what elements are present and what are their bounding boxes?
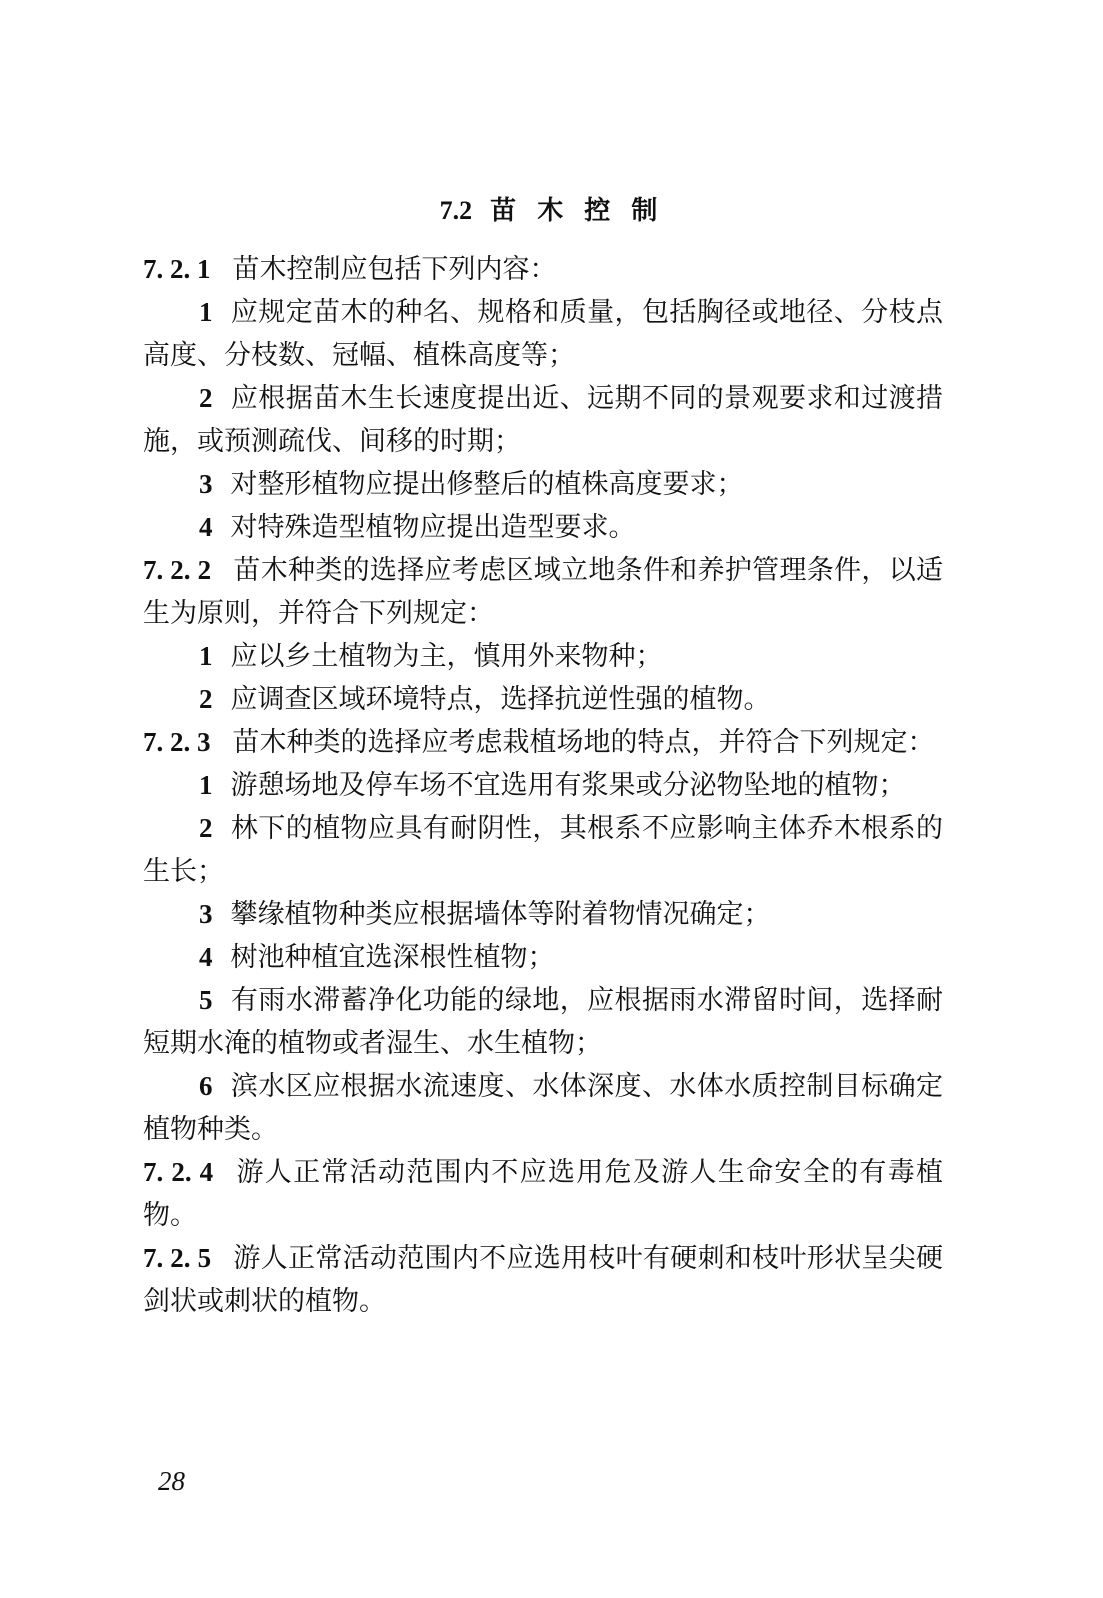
page-number: 28 [158, 1466, 185, 1496]
list-item [143, 1065, 943, 1151]
item-number: 2 [199, 813, 213, 843]
section-heading [0, 190, 1103, 227]
section-title-text: 苗 木 控 制 [490, 196, 664, 226]
list-item [143, 291, 943, 377]
clause-number: 7. 2. 4 [143, 1157, 214, 1187]
clause-number: 7. 2. 3 [143, 727, 211, 757]
list-item [143, 979, 943, 1065]
item-number: 4 [199, 942, 213, 972]
list-item [143, 764, 943, 807]
clause-7-2-5 [143, 1237, 943, 1323]
item-text: 应规定苗木的种名、规格和质量，包括胸径或地径、分枝点高度、分枝数、冠幅、植株高度等； [143, 297, 943, 371]
list-item [143, 807, 943, 893]
clause-7-2-2 [143, 549, 943, 635]
item-number: 3 [199, 469, 213, 499]
clause-text: 苗木种类的选择应考虑区域立地条件和养护管理条件，以适生为原则，并符合下列规定： [143, 555, 944, 629]
item-number: 4 [199, 512, 213, 542]
clause-number: 7. 2. 2 [143, 555, 212, 585]
item-text: 对特殊造型植物应提出造型要求。 [230, 512, 636, 543]
item-number: 2 [199, 684, 213, 714]
item-number: 1 [199, 770, 213, 800]
clause-text: 游人正常活动范围内不应选用枝叶有硬刺和枝叶形状呈尖硬剑状或刺状的植物。 [143, 1243, 944, 1317]
list-item [143, 893, 943, 936]
item-text: 滨水区应根据水流速度、水体深度、水体水质控制目标确定植物种类。 [143, 1071, 943, 1145]
document-body [143, 248, 943, 1323]
clause-number: 7. 2. 1 [143, 254, 211, 284]
item-number: 5 [199, 985, 213, 1015]
item-number: 6 [199, 1071, 213, 1101]
clause-text: 苗木种类的选择应考虑栽植场地的特点，并符合下列规定： [232, 727, 935, 758]
item-number: 3 [199, 899, 213, 929]
clause-7-2-1 [143, 248, 943, 291]
item-number: 1 [199, 641, 213, 671]
item-text: 树池种植宜选深根性植物； [230, 942, 555, 973]
list-item [143, 678, 943, 721]
clause-7-2-3 [143, 721, 943, 764]
list-item [143, 463, 943, 506]
list-item [143, 506, 943, 549]
item-text: 游憩场地及停车场不宜选用有浆果或分泌物坠地的植物； [230, 770, 906, 801]
clause-7-2-4 [143, 1151, 943, 1237]
clause-text: 苗木控制应包括下列内容： [232, 254, 557, 285]
section-number: 7.2 [439, 196, 473, 225]
item-text: 攀缘植物种类应根据墙体等附着物情况确定； [230, 899, 771, 930]
list-item [143, 936, 943, 979]
clause-text: 游人正常活动范围内不应选用危及游人生命安全的有毒植物。 [143, 1157, 944, 1231]
item-text: 应调查区域环境特点，选择抗逆性强的植物。 [230, 684, 771, 715]
item-text: 林下的植物应具有耐阴性，其根系不应影响主体乔木根系的生长； [143, 813, 943, 887]
item-text: 对整形植物应提出修整后的植株高度要求； [230, 469, 744, 500]
item-number: 2 [199, 383, 213, 413]
item-text: 应根据苗木生长速度提出近、远期不同的景观要求和过渡措施，或预测疏伐、间移的时期； [143, 383, 943, 457]
clause-number: 7. 2. 5 [143, 1243, 212, 1273]
item-text: 有雨水滞蓄净化功能的绿地，应根据雨水滞留时间，选择耐短期水淹的植物或者湿生、水生植物； [143, 985, 943, 1059]
list-item [143, 377, 943, 463]
list-item [143, 635, 943, 678]
item-text: 应以乡土植物为主，慎用外来物种； [230, 641, 663, 672]
item-number: 1 [199, 297, 213, 327]
